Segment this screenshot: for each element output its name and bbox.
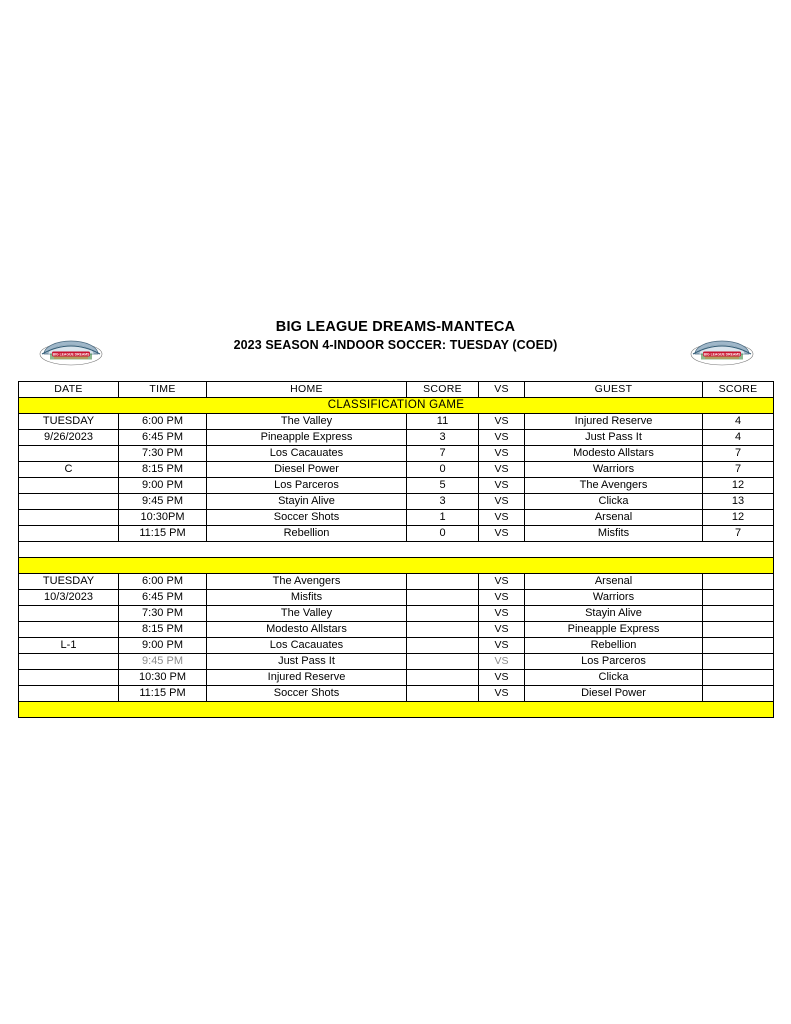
- block2-row5-home-score: [407, 638, 479, 654]
- block1-row1-home: The Valley: [207, 414, 407, 430]
- table-row: [19, 478, 774, 494]
- block2-row8-home-score: [407, 686, 479, 702]
- table-row: [19, 686, 774, 702]
- block2-row3-home: The Valley: [207, 606, 407, 622]
- block2-date-blank-2: [19, 622, 119, 638]
- big-league-dreams-logo-left: [38, 340, 104, 368]
- block1-row8-time: 11:15 PM: [119, 526, 207, 542]
- block2-row6-guest: Los Parceros: [525, 654, 703, 670]
- block2-date-blank-4: [19, 670, 119, 686]
- column-header-vs: VS: [479, 382, 525, 398]
- block1-date-blank-4: [19, 510, 119, 526]
- schedule-table: [18, 381, 774, 718]
- block1-date-line1: TUESDAY: [19, 414, 119, 430]
- block1-row7-guest: Arsenal: [525, 510, 703, 526]
- table-row: [19, 622, 774, 638]
- block2-row8-home: Soccer Shots: [207, 686, 407, 702]
- page-subtitle: 2023 SEASON 4-INDOOR SOCCER: TUESDAY (COED): [233, 338, 558, 352]
- block2-row6-time: 9:45 PM: [119, 654, 207, 670]
- block1-row7-home-score: 1: [407, 510, 479, 526]
- classification-banner-label: CLASSIFICATION GAME: [19, 398, 774, 414]
- block1-row1-guest: Injured Reserve: [525, 414, 703, 430]
- block2-row5-guest-score: [703, 638, 774, 654]
- bottom-banner-row: [19, 702, 774, 718]
- column-header-score-home: SCORE: [407, 382, 479, 398]
- table-row: [19, 430, 774, 446]
- block2-row6-home: Just Pass It: [207, 654, 407, 670]
- block1-row4-guest: Warriors: [525, 462, 703, 478]
- column-header-score-guest: SCORE: [703, 382, 774, 398]
- block1-date-blank-1: [19, 446, 119, 462]
- block1-row3-guest: Modesto Allstars: [525, 446, 703, 462]
- block1-row2-home: Pineapple Express: [207, 430, 407, 446]
- block2-row5-vs: VS: [479, 638, 525, 654]
- block2-row1-guest: Arsenal: [525, 574, 703, 590]
- block2-row3-time: 7:30 PM: [119, 606, 207, 622]
- table-row: [19, 414, 774, 430]
- block2-row7-guest: Clicka: [525, 670, 703, 686]
- table-row: [19, 462, 774, 478]
- classification-banner-row: [19, 398, 774, 414]
- page-title: BIG LEAGUE DREAMS-MANTECA: [275, 319, 516, 335]
- block1-row5-vs: VS: [479, 478, 525, 494]
- block1-row4-guest-score: 7: [703, 462, 774, 478]
- block2-row4-guest: Pineapple Express: [525, 622, 703, 638]
- block2-row7-home-score: [407, 670, 479, 686]
- block2-row7-time: 10:30 PM: [119, 670, 207, 686]
- block1-row3-guest-score: 7: [703, 446, 774, 462]
- block1-row1-home-score: 11: [407, 414, 479, 430]
- block2-row7-guest-score: [703, 670, 774, 686]
- table-row: [19, 494, 774, 510]
- table-row: [19, 574, 774, 590]
- block1-row6-time: 9:45 PM: [119, 494, 207, 510]
- block2-row5-guest: Rebellion: [525, 638, 703, 654]
- block1-row5-home-score: 5: [407, 478, 479, 494]
- block2-row8-guest-score: [703, 686, 774, 702]
- block1-row2-home-score: 3: [407, 430, 479, 446]
- block1-row4-vs: VS: [479, 462, 525, 478]
- table-row: [19, 638, 774, 654]
- document-header: [18, 316, 773, 376]
- block1-row8-home: Rebellion: [207, 526, 407, 542]
- block1-row5-time: 9:00 PM: [119, 478, 207, 494]
- block2-row5-home: Los Cacauates: [207, 638, 407, 654]
- block2-row5-time: 9:00 PM: [119, 638, 207, 654]
- table-row: [19, 654, 774, 670]
- block1-row2-time: 6:45 PM: [119, 430, 207, 446]
- block2-row3-vs: VS: [479, 606, 525, 622]
- table-row: [19, 510, 774, 526]
- block2-date-blank-5: [19, 686, 119, 702]
- block2-date-blank-3: [19, 654, 119, 670]
- block1-date-line2: 9/26/2023: [19, 430, 119, 446]
- block2-row2-guest: Warriors: [525, 590, 703, 606]
- mid-banner-label: [19, 558, 774, 574]
- block2-row1-guest-score: [703, 574, 774, 590]
- block1-row2-guest: Just Pass It: [525, 430, 703, 446]
- block1-row8-guest: Misfits: [525, 526, 703, 542]
- block2-row2-guest-score: [703, 590, 774, 606]
- big-league-dreams-logo-right: [689, 340, 755, 368]
- table-row: [19, 670, 774, 686]
- block2-row2-vs: VS: [479, 590, 525, 606]
- block2-row6-vs: VS: [479, 654, 525, 670]
- table-row: [19, 526, 774, 542]
- block1-row1-vs: VS: [479, 414, 525, 430]
- block1-row7-home: Soccer Shots: [207, 510, 407, 526]
- block1-row5-guest-score: 12: [703, 478, 774, 494]
- table-row: [19, 446, 774, 462]
- column-header-guest: GUEST: [525, 382, 703, 398]
- block2-row7-home: Injured Reserve: [207, 670, 407, 686]
- block2-date-line1: TUESDAY: [19, 574, 119, 590]
- block2-row4-vs: VS: [479, 622, 525, 638]
- block1-row3-vs: VS: [479, 446, 525, 462]
- block1-row6-guest-score: 13: [703, 494, 774, 510]
- block1-row6-vs: VS: [479, 494, 525, 510]
- block2-row1-vs: VS: [479, 574, 525, 590]
- block2-row1-time: 6:00 PM: [119, 574, 207, 590]
- block1-row8-vs: VS: [479, 526, 525, 542]
- block1-row7-guest-score: 12: [703, 510, 774, 526]
- block2-row2-home-score: [407, 590, 479, 606]
- block2-row7-vs: VS: [479, 670, 525, 686]
- block1-row1-time: 6:00 PM: [119, 414, 207, 430]
- block2-row4-guest-score: [703, 622, 774, 638]
- block1-row2-guest-score: 4: [703, 430, 774, 446]
- block1-row5-guest: The Avengers: [525, 478, 703, 494]
- block1-row8-guest-score: 7: [703, 526, 774, 542]
- bottom-banner-label: [19, 702, 774, 718]
- block1-row5-home: Los Parceros: [207, 478, 407, 494]
- block1-row2-vs: VS: [479, 430, 525, 446]
- block2-row6-home-score: [407, 654, 479, 670]
- block2-row8-vs: VS: [479, 686, 525, 702]
- block1-row4-home-score: 0: [407, 462, 479, 478]
- block1-row7-time: 10:30PM: [119, 510, 207, 526]
- block2-date-blank-1: [19, 606, 119, 622]
- block1-date-blank-5: [19, 526, 119, 542]
- block1-row6-guest: Clicka: [525, 494, 703, 510]
- block1-row3-home: Los Cacauates: [207, 446, 407, 462]
- block2-row4-home: Modesto Allstars: [207, 622, 407, 638]
- block2-date-line2: 10/3/2023: [19, 590, 119, 606]
- block1-row6-home-score: 3: [407, 494, 479, 510]
- block2-row3-guest: Stayin Alive: [525, 606, 703, 622]
- block2-row6-guest-score: [703, 654, 774, 670]
- block2-row4-time: 8:15 PM: [119, 622, 207, 638]
- block2-row2-home: Misfits: [207, 590, 407, 606]
- block2-row3-guest-score: [703, 606, 774, 622]
- block1-date-code: C: [19, 462, 119, 478]
- block1-row8-home-score: 0: [407, 526, 479, 542]
- column-header-time: TIME: [119, 382, 207, 398]
- column-header-date: DATE: [19, 382, 119, 398]
- block2-date-code: L-1: [19, 638, 119, 654]
- svg-text:BIG LEAGUE DREAMS: BIG LEAGUE DREAMS: [703, 352, 741, 357]
- block1-row1-guest-score: 4: [703, 414, 774, 430]
- block2-row4-home-score: [407, 622, 479, 638]
- block1-date-blank-2: [19, 478, 119, 494]
- block1-row4-time: 8:15 PM: [119, 462, 207, 478]
- block1-date-blank-3: [19, 494, 119, 510]
- column-header-home: HOME: [207, 382, 407, 398]
- table-header-row: [19, 382, 774, 398]
- block1-row3-home-score: 7: [407, 446, 479, 462]
- block1-row4-home: Diesel Power: [207, 462, 407, 478]
- block2-row1-home: The Avengers: [207, 574, 407, 590]
- block2-row8-time: 11:15 PM: [119, 686, 207, 702]
- block2-row8-guest: Diesel Power: [525, 686, 703, 702]
- svg-text:BIG LEAGUE DREAMS: BIG LEAGUE DREAMS: [52, 352, 90, 357]
- block2-row2-time: 6:45 PM: [119, 590, 207, 606]
- block1-row6-home: Stayin Alive: [207, 494, 407, 510]
- table-row: [19, 606, 774, 622]
- mid-banner-row: [19, 558, 774, 574]
- block-separator: [19, 542, 774, 558]
- block2-row3-home-score: [407, 606, 479, 622]
- block1-row3-time: 7:30 PM: [119, 446, 207, 462]
- table-row: [19, 590, 774, 606]
- block1-row7-vs: VS: [479, 510, 525, 526]
- block2-row1-home-score: [407, 574, 479, 590]
